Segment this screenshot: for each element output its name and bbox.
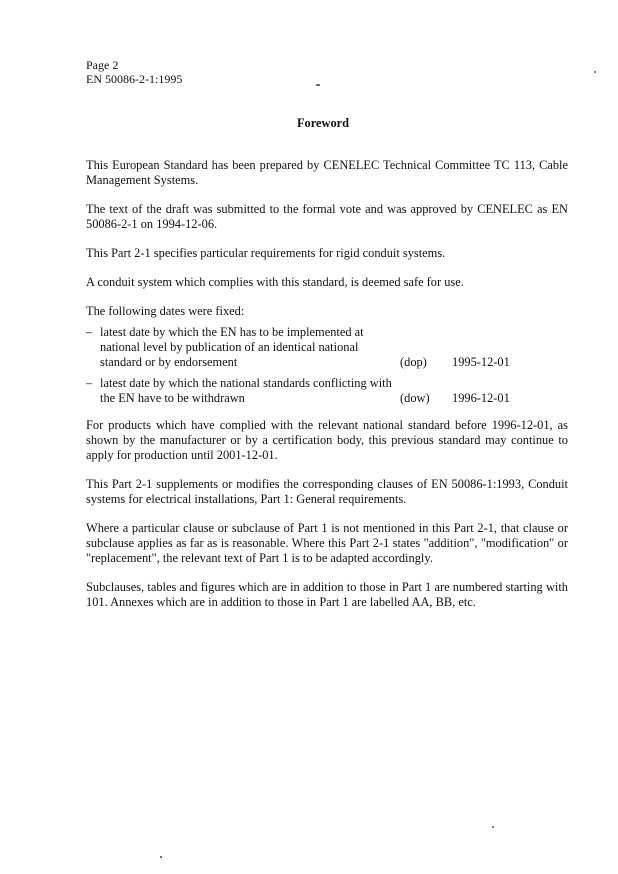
paragraph-transition: For products which have complied with the relevant national standard before 1996-12-01, as shown by the manufacturer or by a certification body, this previous standard may continue to apply for production until 2001-12-01. [86,418,568,462]
scan-speck [316,84,320,86]
scan-speck [594,71,596,73]
paragraph-supplements: This Part 2-1 supplements or modifies the corresponding clauses of EN 50086-1:1993, Conduit systems for electrical installations, Part 1: General requirements. [86,477,568,506]
date-code: (dop) [400,355,427,369]
section-title [0,116,618,131]
scan-speck [492,826,494,828]
paragraph-dates-intro: The following dates were fixed: [86,304,245,318]
list-dash: – [86,325,93,339]
date-value: 1996-12-01 [452,391,510,405]
paragraph-safety: A conduit system which complies with this standard, is deemed safe for use. [86,275,464,289]
dates-list [86,325,568,406]
page-label: Page 2 [86,58,119,72]
paragraph-clauses: Where a particular clause or subclause of Part 1 is not mentioned in this Part 2-1, that clause or subclause applies as far as is reasonable. Where this Part 2-1 states "addition", "modification" or "replacement", the relevant text of Part 1 is to be adapted accordingly. [86,521,568,565]
page-header [86,58,182,86]
date-description: latest date by which the national standards conflicting with the EN have to be withdrawn [100,376,392,405]
paragraph-scope: This Part 2-1 specifies particular requirements for rigid conduit systems. [86,246,446,260]
date-description: latest date by which the EN has to be implemented at national level by publication of an identical national standard or by endorsement [100,325,364,369]
paragraph-approval: The text of the draft was submitted to the formal vote and was approved by CENELEC as EN 50086-2-1 on 1994-12-06. [86,202,568,231]
foreword-body [86,158,568,624]
list-item [86,376,568,406]
scan-speck [160,856,162,858]
paragraph-numbering: Subclauses, tables and figures which are in addition to those in Part 1 are numbered starting with 101. Annexes which are in addition to those in Part 1 are labelled AA, BB, etc. [86,580,568,609]
document-number: EN 50086-2-1:1995 [86,72,183,86]
foreword-heading: Foreword [296,116,350,130]
list-dash: – [86,376,93,390]
date-value: 1995-12-01 [452,355,510,369]
paragraph-committee: This European Standard has been prepared by CENELEC Technical Committee TC 113, Cable Management Systems. [86,158,568,187]
list-item [86,325,568,370]
date-code: (dow) [400,391,430,405]
